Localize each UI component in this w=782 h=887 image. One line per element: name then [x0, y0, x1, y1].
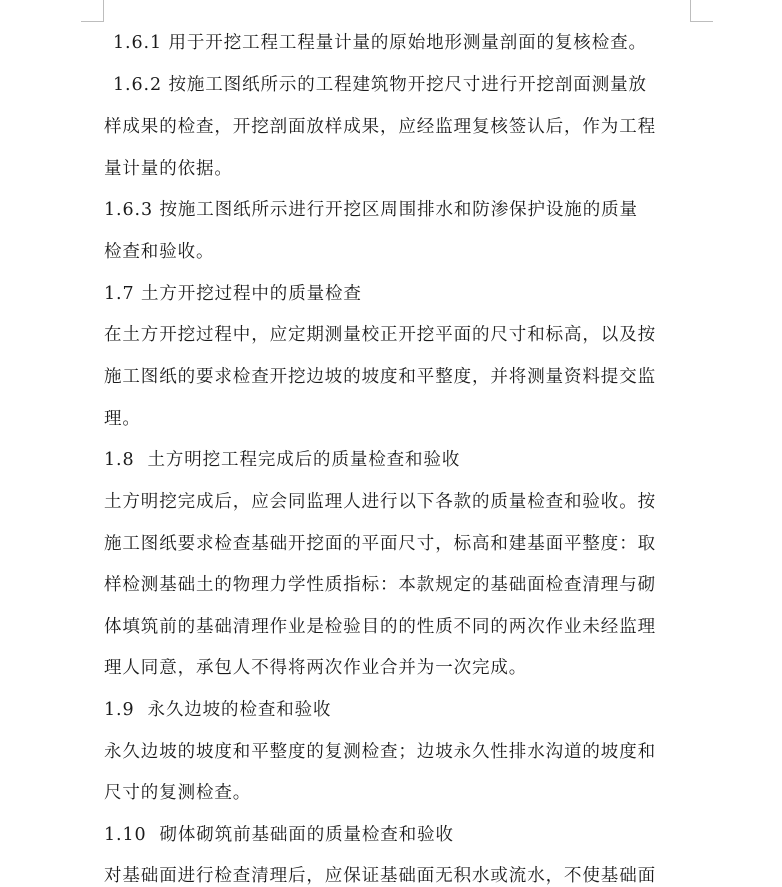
text-line: 样成果的检查，开挖剖面放样成果，应经监理复核签认后，作为工程	[104, 117, 656, 137]
text-line: 检查和验收。	[104, 242, 215, 262]
text-line: 施工图纸的要求检查开挖边坡的坡度和平整度，并将测量资料提交监	[104, 367, 656, 387]
text-line: 永久边坡的坡度和平整度的复测检查；边坡永久性排水沟道的坡度和	[104, 742, 656, 762]
text-line: 施工图纸要求检查基础开挖面的平面尺寸，标高和建基面平整度：取	[104, 534, 656, 554]
text-line: 1.6.2 按施工图纸所示的工程建筑物开挖尺寸进行开挖剖面测量放	[113, 75, 647, 95]
text-line: 在土方开挖过程中，应定期测量校正开挖平面的尺寸和标高，以及按	[104, 325, 656, 345]
text-line: 体填筑前的基础清理作业是检验目的的性质不同的两次作业未经监理	[104, 617, 656, 637]
text-line: 土方明挖完成后，应会同监理人进行以下各款的质量检查和验收。按	[104, 492, 656, 512]
section-heading: 1.7 土方开挖过程中的质量检查	[104, 284, 362, 304]
text-line: 量计量的依据。	[104, 159, 233, 179]
text-line: 理人同意，承包人不得将两次作业合并为一次完成。	[104, 658, 528, 678]
text-line: 1.6.3 按施工图纸所示进行开挖区周围排水和防渗保护设施的质量	[104, 200, 638, 220]
section-heading: 1.8 土方明挖工程完成后的质量检查和验收	[104, 450, 461, 470]
text-line: 尺寸的复测检查。	[104, 783, 252, 803]
text-line: 对基础面进行检查清理后，应保证基础面无积水或流水，不使基础面	[104, 866, 656, 886]
text-line: 理。	[104, 409, 141, 429]
text-line: 1.6.1 用于开挖工程工程量计量的原始地形测量剖面的复核检查。	[113, 33, 647, 53]
text-line: 样检测基础土的物理力学性质指标：本款规定的基础面检查清理与砌	[104, 575, 656, 595]
section-heading: 1.10 砌体砌筑前基础面的质量检查和验收	[104, 825, 454, 845]
section-heading: 1.9 永久边坡的检查和验收	[104, 700, 332, 720]
